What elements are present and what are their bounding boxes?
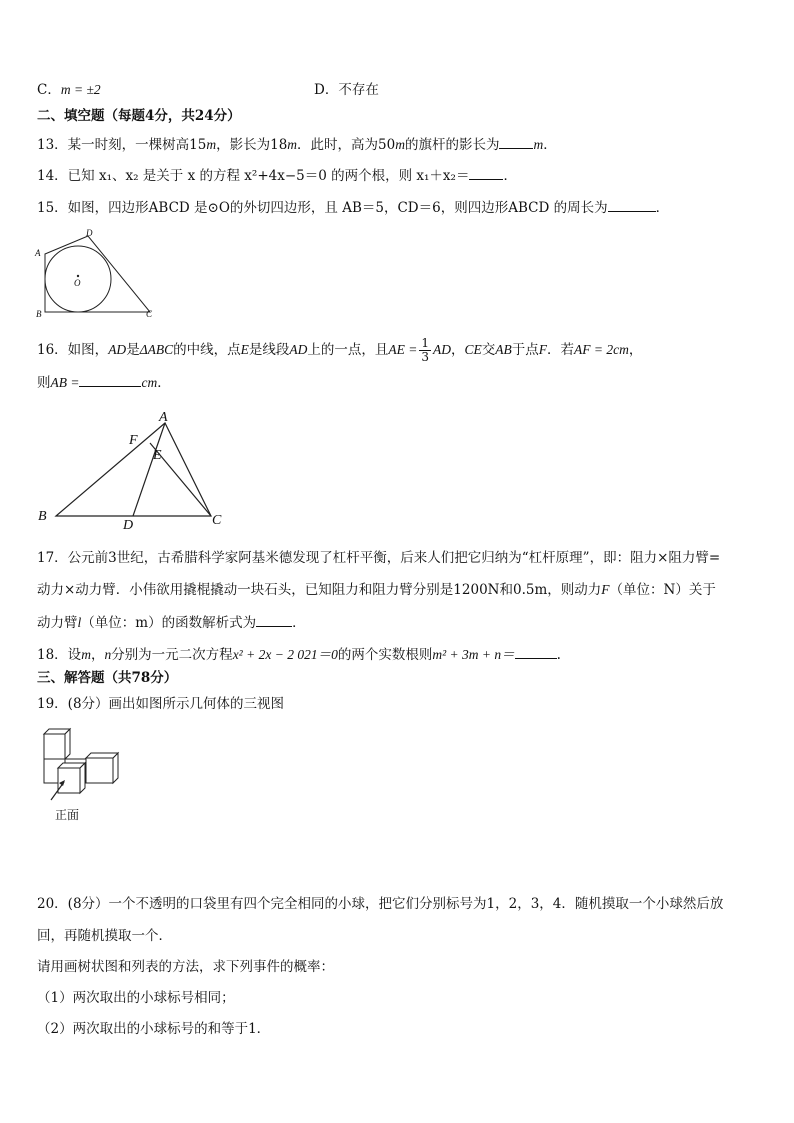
figure-15-quadrilateral-circle (30, 224, 160, 320)
option-c (37, 80, 101, 100)
q20-line1: 20．(8分）一个不透明的口袋里有四个完全相同的小球，把它们分别标号为1，2，3，4．随机摸取一个小球然后放 (37, 896, 724, 912)
q15-answer-blank[interactable] (608, 197, 656, 212)
center-dot (77, 275, 79, 277)
fig16-label-d: D (123, 518, 134, 532)
fig15-label-o: O (74, 278, 81, 288)
figure-19-caption: 正面 (55, 808, 80, 822)
q16-line2-pre: 则 (37, 375, 51, 391)
q13-unit-1: m (206, 137, 217, 152)
question-15 (37, 197, 669, 218)
q16-end: ， (628, 342, 643, 358)
section-3-title: 三、解答题（共78分） (37, 670, 178, 686)
q13-unit-4: m (533, 137, 544, 152)
question-16-line-2 (37, 372, 171, 393)
section-2-title: 二、填空题（每题4分，共24分） (37, 108, 241, 124)
q15-end: ． (655, 200, 670, 216)
q16-line2-end: ． (157, 375, 171, 391)
q13-unit-2: m (287, 137, 298, 152)
option-d (314, 80, 379, 100)
q14-text: 14．已知 x₁、x₂ 是关于 x 的方程 x²+4x−5＝0 的两个根，则 x₁＋x₂＝ (37, 168, 470, 184)
q18-mid2: 的两个实数根则 (337, 647, 433, 663)
q16-line2-cm: cm (141, 375, 158, 390)
q13-text-d: 的旗杆的影长为 (404, 137, 500, 153)
q13-text-b: ，影长为18 (216, 137, 288, 153)
q16-frac-den: 3 (421, 350, 429, 364)
q14-answer-blank[interactable] (469, 165, 503, 180)
q16-ae: AE = (388, 342, 418, 357)
q14-end: ． (503, 168, 517, 184)
q18-end: . (556, 647, 561, 663)
q16-text-a: 16．如图， (37, 342, 109, 358)
q16-ad: AD (108, 342, 127, 357)
q16-ce: CE (464, 342, 482, 357)
fig15-label-c: C (146, 309, 153, 319)
q13-text-c: ．此时，高为50 (297, 137, 396, 153)
question-17-line-1 (37, 548, 720, 568)
q16-fraction (419, 337, 431, 364)
q16-point-f: F (538, 342, 547, 357)
q17-l: l (77, 615, 82, 630)
q16-text-b: 的中线，点 (173, 342, 241, 358)
question-20-line-3 (37, 957, 334, 977)
option-d-text: D．不存在 (314, 82, 379, 98)
q16-text-c: 是线段 (248, 342, 290, 358)
q16-comma: ， (450, 342, 465, 358)
q15-text: 15．如图，四边形ABCD 是⊙O的外切四边形，且 AB＝5，CD＝6，则四边形ABCD 的周长为 (37, 200, 608, 216)
question-20-line-1 (37, 894, 723, 914)
top-cube-front (44, 734, 65, 759)
q16-ad-2: AD (289, 342, 308, 357)
q16-point-e: E (240, 342, 249, 357)
q16-line2-ab: AB = (50, 375, 80, 390)
question-17-line-3 (37, 612, 306, 633)
q13-end: ． (543, 137, 557, 153)
q20-line3: 请用画树状图和列表的方法，求下列事件的概率： (37, 959, 334, 975)
fig15-label-a: A (35, 248, 41, 258)
q16-ab: AB (495, 342, 512, 357)
q16-text-d: 上的一点，且 (307, 342, 389, 358)
question-19 (37, 694, 284, 714)
question-18 (37, 644, 561, 665)
q17-line1: 17．公元前3世纪，古希腊科学家阿基米德发现了杠杆平衡，后来人们把它归纳为“杠杆原理”，即：阻力×阻力臂= (37, 550, 721, 566)
fig16-label-f: F (129, 433, 138, 448)
q19-text: 19．(8分）画出如图所示几何体的三视图 (37, 696, 285, 712)
q18-mid: 分别为一元二次方程 (111, 647, 233, 663)
figure-16-triangle (34, 406, 234, 532)
option-c-math: m = ±2 (60, 82, 101, 97)
q13-unit-3: m (395, 137, 405, 152)
q17-line3-end: ． (292, 615, 306, 631)
fig15-label-b: B (36, 309, 42, 319)
q20-sub2: （2）两次取出的小球标号的和等于1． (37, 1021, 271, 1037)
fig16-label-e: E (153, 448, 162, 463)
q16-af: AF = 2cm (574, 342, 629, 357)
q16-yu: 于点 (511, 342, 539, 358)
question-17-line-2 (37, 580, 716, 600)
fig15-label-d: D (86, 228, 93, 238)
question-13 (37, 134, 557, 155)
q18-expression: m² + 3m + n＝ (432, 647, 515, 662)
q18-pre: 18．设 (37, 647, 82, 663)
q16-ad-3: AD (432, 342, 451, 357)
q16-dot: ．若 (547, 342, 574, 358)
top-cube-right-face (65, 729, 70, 759)
front-cube-front (58, 768, 80, 793)
fig16-label-a: A (159, 410, 168, 425)
q13-text-a: 13．某一时刻，一棵树高15 (37, 137, 207, 153)
q17-answer-blank[interactable] (256, 612, 292, 627)
q18-equation: x² + 2x − 2 021＝0 (232, 647, 338, 662)
question-20-line-2 (37, 926, 172, 946)
q17-line3-pre: 动力臂 (37, 615, 78, 631)
q16-jiao: 交 (481, 342, 496, 358)
q18-comma: ， (90, 647, 105, 663)
q17-line3-mid: （单位：m）的函数解析式为 (81, 615, 257, 631)
front-cube-right-face (80, 763, 85, 793)
q16-answer-blank[interactable] (79, 372, 141, 387)
q20-line2: 回，再随机摸取一个． (37, 928, 172, 944)
option-c-prefix: C． (37, 82, 61, 98)
question-16 (37, 334, 642, 366)
q16-frac-num: 1 (421, 336, 429, 350)
question-20-sub-2 (37, 1019, 270, 1039)
bottom-row-front-right (86, 758, 113, 783)
q17-f: F (601, 582, 610, 597)
question-20-sub-1 (37, 988, 235, 1008)
fig16-label-b: B (38, 509, 47, 524)
question-14 (37, 165, 517, 186)
figure-19-cubes (38, 724, 128, 810)
q16-is: 是 (126, 342, 140, 358)
q13-answer-blank[interactable] (499, 134, 533, 149)
q20-sub1: （1）两次取出的小球标号相同； (37, 990, 235, 1006)
q18-answer-blank[interactable] (515, 644, 557, 659)
q18-m: m (81, 647, 91, 662)
quadrilateral-abcd (45, 236, 150, 312)
q17-line2-end: （单位：N）关于 (609, 582, 716, 598)
q16-triangle: ΔABC (139, 342, 174, 357)
q18-n: n (104, 647, 112, 662)
fig16-label-c: C (212, 513, 222, 528)
bottom-row-top-face (86, 753, 118, 758)
q17-line2-pre: 动力×动力臂．小伟欲用撬棍撬动一块石头，已知阻力和阻力臂分别是1200N和0.5m，则动力 (37, 582, 602, 598)
